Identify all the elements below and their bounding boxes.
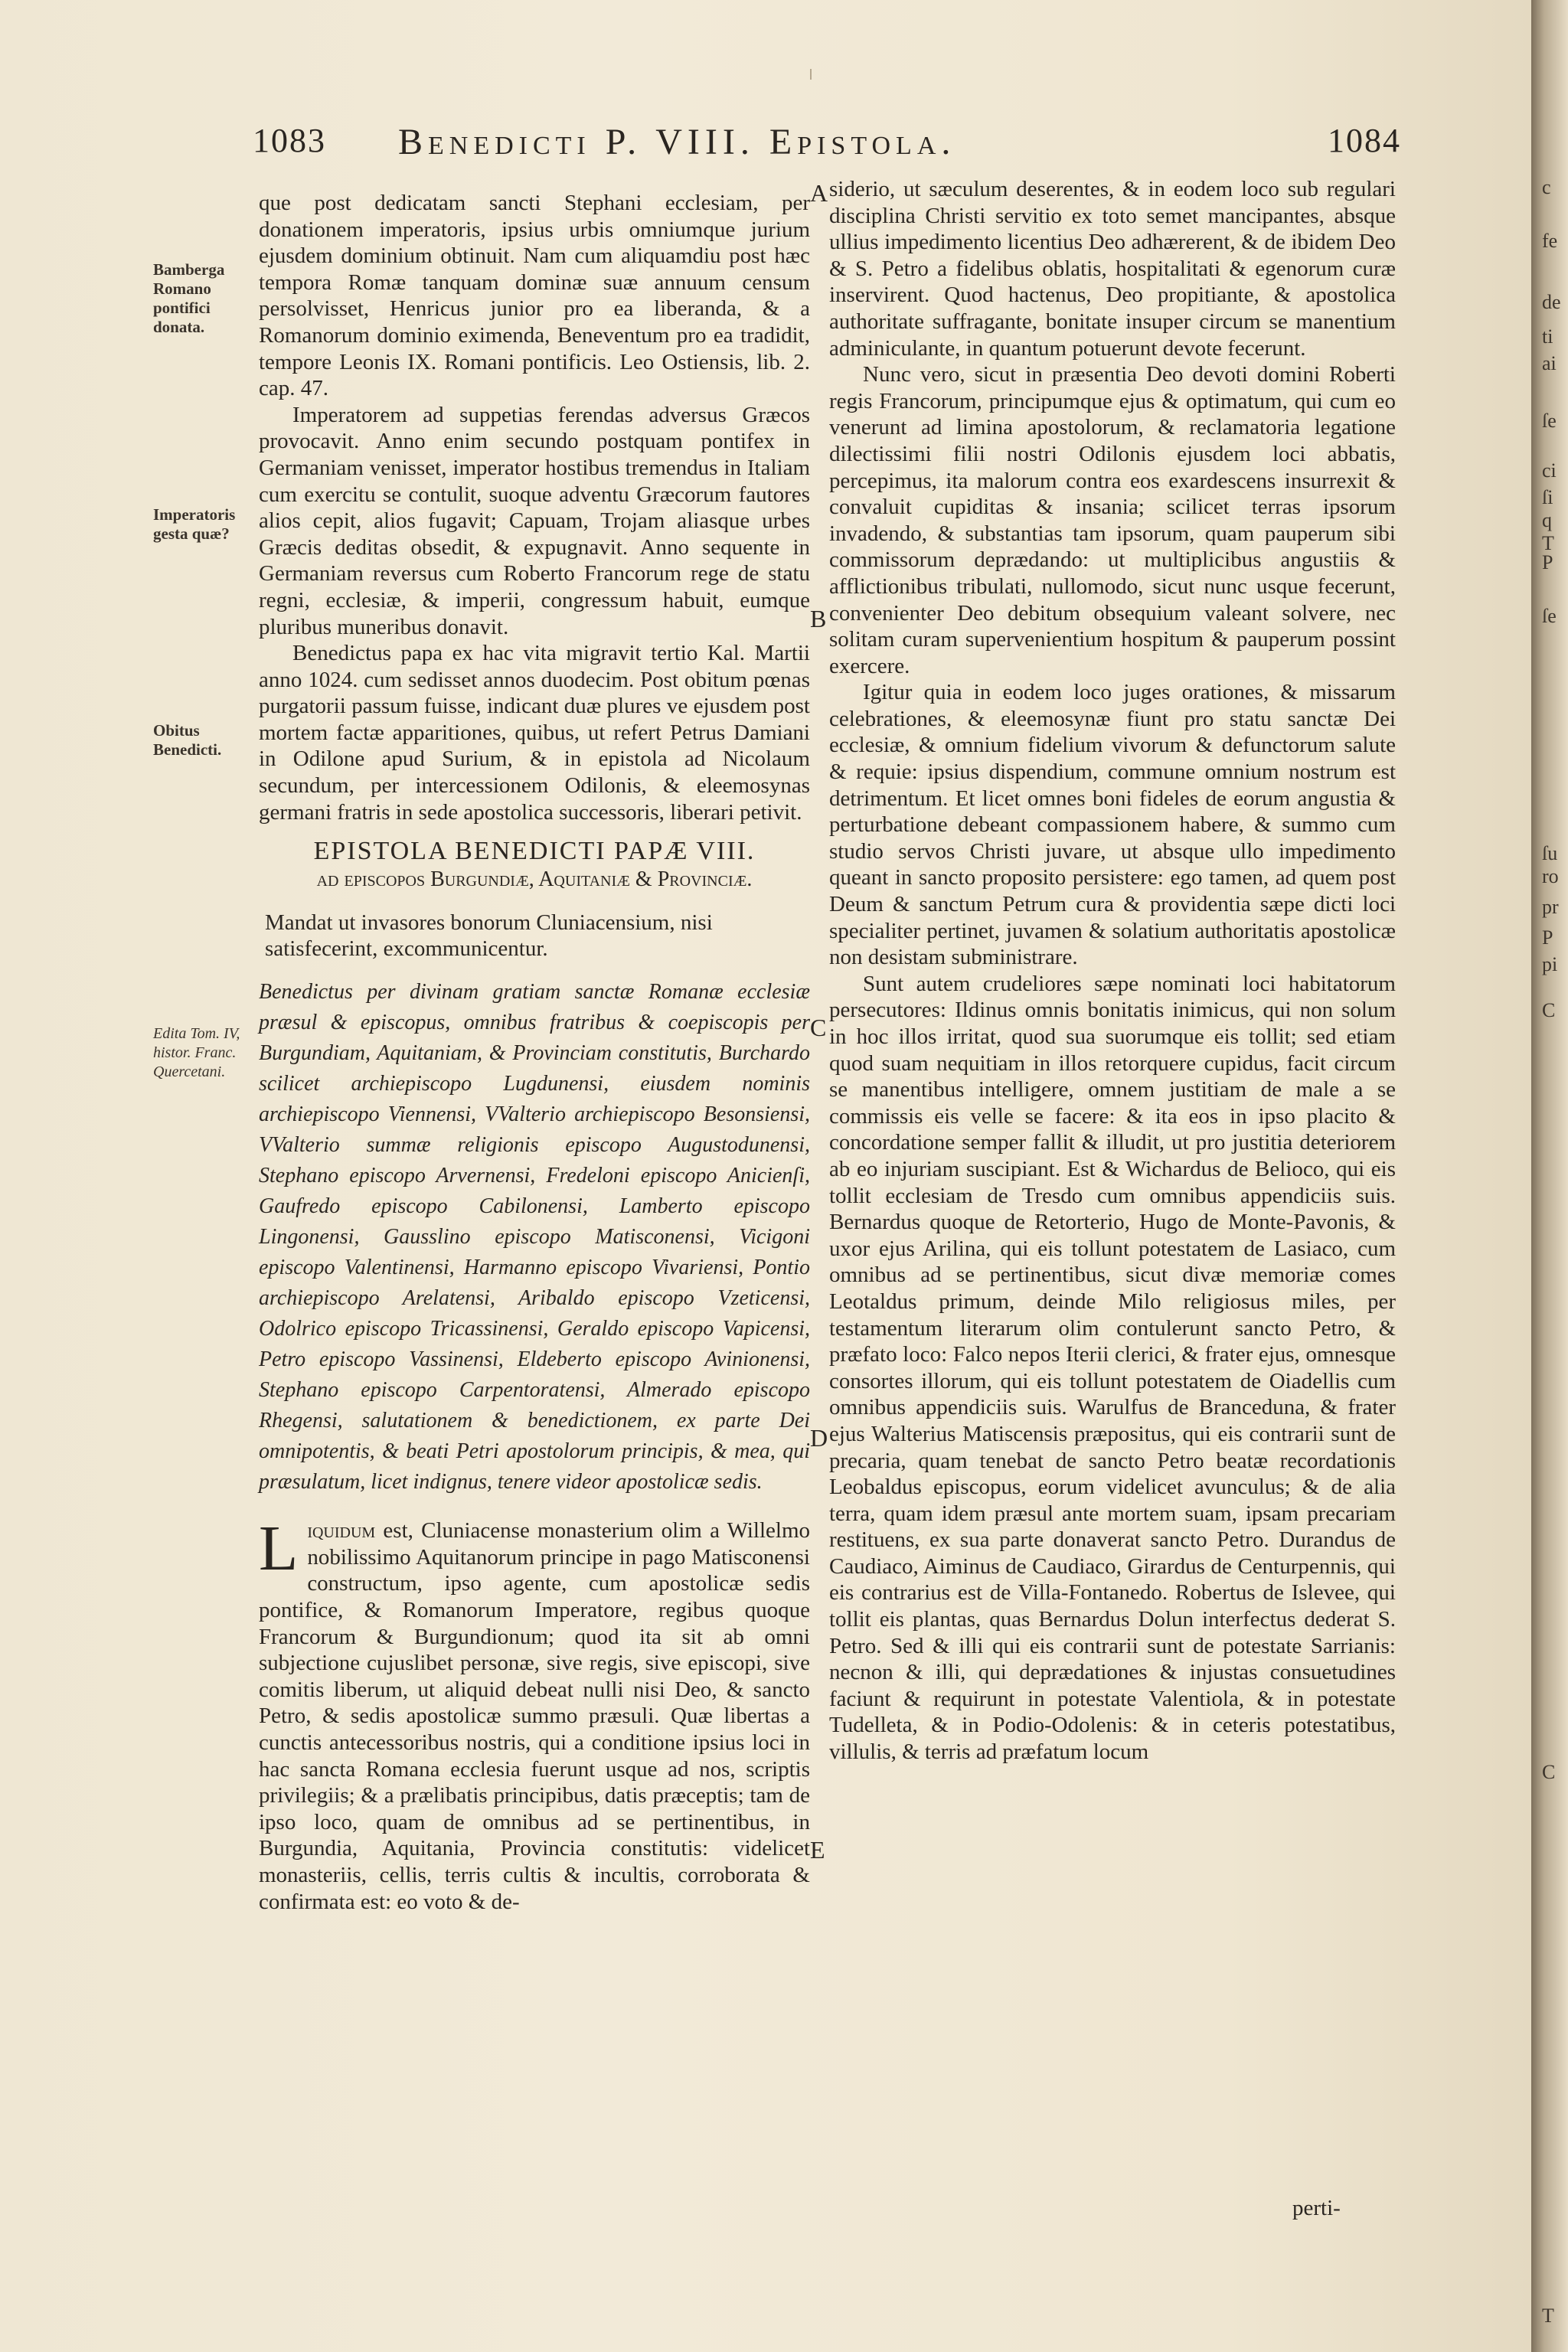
drop-cap-word: iquidum xyxy=(307,1518,376,1544)
section-letter-a: A xyxy=(810,179,828,207)
right-paragraph-4: Sunt autem crudeliores sæpe nominati loci habitatorum persecutores: Ildinus omnis bonitatis inimicus, qui non solum in hoc illos irritat, quod sua suorumque eis tollit; sed etiam quod suam nequitiam in illos retorquere cupidus, facit circum se manentibus intelligere, omnem justitiam de male a se commissis eis velle se facere: & ita eos in ipso placito & concordatione semper fallit & illudit, ut pro justitia deteriorem ab eo injuriam suscipiant. Est & Wichardus de Belioco, qui eis tollit ecclesiam de Tresdo cum omnibus appendiciis suis. Bernardus quoque de Retorterio, Hugo de Monte-Pavonis, & uxor ejus Arilina, qui eis tollunt potestatem de Lasiaco, cum omnibus ad se pertinentibus, sicut divæ memoriæ comes Leotaldus primum, deinde Milo religiosus miles, per testamentum literarum olim contulerunt sancto Petro, & præfato loco: Falco nepos Iterii clerici, & frater ejus, omnesque consortes illorum, qui eis tollunt potestatem de Oiadellis cum omnibus appendiciis suis. Warulfus de Branceduna, & frater ejus Walterius Matiscensis præpositus, qui eis contrarii sunt de precaria, quam tenebat de sancto Petro beatæ recordationis Leobaldus episcopus, eorum videlicet avunculus; & de alia terra, quam idem præsul ante mortem suam, ipsam precariam restituens, ex sua parte donaverat sancto Petro. Durandus de Caudiaco, Aiminus de Caudiaco, Girardus de Centurpennis, qui eis contrarius est de Villa-Fontanedo. Robertus de Islevee, qui tollit eis plantas, quas Bernardus Dolun interfectus dederat S. Petro. Sed & illi qui eis contrarii sunt de potestate Sarrianis: necnon & illi, qui deprædationes & injustas consuetudines faciunt & requirunt in potestate Valentiola, & in potestate Tudelleta, & in Podio-Odolenis: & in ceteris potestatibus, villulis, & terris ad præfatum locum xyxy=(829,971,1396,1765)
edge-fragment: ſe xyxy=(1542,605,1557,627)
edge-fragment: de xyxy=(1542,291,1561,313)
margin-note-edita: Edita Tom. IV, histor. Franc. Quercetani. xyxy=(153,1025,240,1080)
edge-fragment: pi xyxy=(1542,953,1558,975)
left-paragraph-2: Imperatorem ad suppetias ferendas adversus Græcos provocavit. Anno enim secundo postquam pontifex in Germaniam venisset, imperator hostibus tremendus in Italiam cum exercitu se contulit, suoque adventu Græcorum fautores alios cepit, alios fugavit; Capuam, Trojam aliasque urbes Græcis deditas obsedit, & expugnavit. Anno sequente in Germaniam reversus cum Roberto Francorum rege de statu regni, ecclesiæ, & imperii, congressum habuit, eumque pluribus muneribus donavit. xyxy=(259,402,810,639)
epistola-body xyxy=(259,1513,810,1915)
edge-fragment: T xyxy=(1542,2305,1554,2327)
left-paragraph-1: que post dedicatam sancti Stephani ecclesiam, per donationem imperatoris, ipsius urbis omniumque jurium ejusdem dominium obtinuit. Nam cum aliquamdiu post hæc tempora Romæ tanquam dominæ suæ annuum censum persolvisset, Henricus junior pro ea liberanda, & a Romanorum dominio eximenda, Beneventum pro ea tradidit, tempore Leonis IX. Romani pontificis. Leo Ostiensis, lib. 2. cap. 47. xyxy=(259,191,810,401)
running-title: Benedicti P. VIII. Epistola. xyxy=(398,122,956,162)
left-column xyxy=(259,190,810,1915)
right-column xyxy=(829,176,1396,1766)
edge-fragment: q xyxy=(1542,509,1552,531)
right-paragraph-3: Igitur quia in eodem loco juges orationes, & missarum celebrationes, & eleemosynæ fiunt pro statu sanctæ Dei ecclesiæ, & omnium fidelium vivorum & defunctorum salute & requie: ipsius dispendium, commune omnium nostrum est detrimentum. Et licet omnes boni fideles de eorum angustia & perturbatione debeant compassionem habere, & summo cum studio servos Christi juvare, ut absque ullo impedimento queant in sancto proposito persistere: ego tamen, ad quem post Deum & sanctum Petrum cura & providentia sæpe dicti loci specialiter pertinet, juvamen & solatium authoritatis apostolicæ non desistam subministrare. xyxy=(829,680,1396,970)
edge-fragment: C xyxy=(1542,999,1556,1021)
edge-fragment: ro xyxy=(1542,865,1559,887)
right-paragraph-1: siderio, ut sæculum deserentes, & in eodem loco sub regulari disciplina Christi servitio ex toto semet mancipantes, absque ullius impedimento licentius Deo adhærerent, & de ibidem Deo & S. Petro a fidelibus oblatis, hospitalitati & egenorum curæ inservirent. Quod hactenus, Deo propitiante, & apostolica authoritate suffragante, bonitate insuper circum se manentium adminiculante, in quantum potuerunt devote fecerunt. xyxy=(829,177,1396,361)
catchword: perti- xyxy=(1292,2196,1341,2220)
section-letter-b: B xyxy=(810,605,827,632)
page-mark xyxy=(810,69,812,80)
edge-fragment: ſe xyxy=(1542,410,1557,432)
margin-note-obitus: Obitus Benedicti. xyxy=(153,721,222,759)
running-header xyxy=(253,121,1401,175)
section-letter-e: E xyxy=(810,1836,825,1864)
epistola-title: EPISTOLA BENEDICTI PAPÆ VIII. xyxy=(313,837,756,866)
edge-fragment: ſu xyxy=(1542,842,1558,864)
left-paragraph-3: Benedictus papa ex hac vita migravit tertio Kal. Martii anno 1024. cum sedisset annos duodecim. Post obitum pœnas purgatorii passum fuisse, indicant duæ plures ve ejusdem post mortem factæ apparitiones, quibus, ut refert Petrus Damiani in Odilone apud Surium, & in epistola ad Nicolaum secundum, per intercessionem Odilonis, & eleemosynas germani fratris in sede apostolica successoris, liberari petivit. xyxy=(259,641,810,825)
edge-fragment: c xyxy=(1542,176,1551,198)
adjacent-page-edge xyxy=(1531,0,1568,2352)
edge-fragment: ai xyxy=(1542,352,1557,374)
epistola-greeting: Benedictus per divinam gratiam sanctæ Romanæ ecclesiæ præsul & episcopus, omnibus fratribus & coepiscopis per Burgundiam, Aquitaniam, & Provinciam constitutis, Burchardo scilicet archiepiscopo Lugdunensi, eiusdem nominis archiepiscopo Viennensi, VValterio archiepiscopo Besonsiensi, VValterio summæ religionis episcopo Augustodunensi, Stephano episcopo Arvernensi, Fredeloni episcopo Anicienſi, Gaufredo episcopo Cabilonensi, Lamberto episcopo Lingonensi, Gausslino episcopo Matisconensi, Vicigoni episcopo Valentinensi, Harmanno episcopo Vivariensi, Pontio archiepiscopo Arelatensi, Aribaldo episcopo Vzeticensi, Odolrico episcopo Tricassinensi, Geraldo episcopo Vapicensi, Petro episcopo Vassinensi, Eldeberto episcopo Avinionensi, Stephano episcopo Carpentoratensi, Almerado episcopo Rhegensi, salutationem & benedictionem, ex parte Dei omnipotentis, & beati Petri apostolorum principis, & mea, qui præsulatum, licet indignus, tenere videor apostolicæ sedis. xyxy=(259,980,810,1494)
right-paragraph-2: Nunc vero, sicut in præsentia Deo devoti domini Roberti regis Francorum, principumque ejus & optimatum, qui cum eo venerunt ad limina apostolorum, & reclamatoria legatione dilectissimi filii nostri Odilonis ejusdem loci abbatis, percepimus, ita malorum contra eos exardescens insurrexit & convaluit cupiditas & insania; scilicet terras ipsorum invadendo, & substantias tam ipsorum, quam pauperum sibi commissorum deprædando: ut multiplicibus angustiis & afflictionibus tribulati, nullomodo, sicut nunc usque fecerunt, convenienter Deo debitum obsequium valeant solvere, nec solitam curam supervenientium hospitum & pauperum possint exercere. xyxy=(829,362,1396,678)
edge-fragment: ti xyxy=(1542,325,1553,348)
margin-note-bamberga: Bamberga Romano pontifici donata. xyxy=(153,260,225,336)
edge-fragment: ci xyxy=(1542,459,1557,482)
right-page-number: 1084 xyxy=(1328,122,1401,159)
epistola-addressees: ad episcopos Burgundiæ, Aquitaniæ & Provinciæ. xyxy=(316,867,753,892)
epistola-summary: Mandat ut invasores bonorum Cluniacensium, nisi satisfecerint, excommunicentur. xyxy=(265,910,713,962)
edge-fragment: P xyxy=(1542,551,1553,573)
edge-fragment: T xyxy=(1542,532,1554,554)
section-letter-c: C xyxy=(810,1014,827,1041)
epistola-body-text: est, Cluniacense monasterium olim a Willelmo nobilissimo Aquitanorum principe in pago Matisconensi constructum, ipso agente, cum apostolicæ sedis pontifice, & Romanorum Imperatore, regibus quoque Francorum & Burgundionum; quod ita sit ab omni subjectione cujuslibet personæ, sive regis, sive episcopi, sive comitis liberum, ut aliquid debeat nulli nisi Deo, & sancto Petro, & sedis apostolicæ summo præsuli. Quæ libertas a cunctis antecessoribus nostris, qui a conditione ipsius loci in hac sancta Romana ecclesia fuerunt usque ad nos, scriptis privilegiis; & a prælibatis principibus, datis præceptis; tam de ipso loco, quam de omnibus ad se pertinentibus, in Burgundia, Aquitania, Provincia constitutis: videlicet monasteriis, cellis, terris cultis & incultis, corroborata & confirmata est: eo voto & de- xyxy=(259,1518,810,1914)
edge-fragment: P xyxy=(1542,926,1553,949)
margin-note-imperatoris: Imperatoris gesta quæ? xyxy=(153,505,236,543)
section-letter-d: D xyxy=(810,1424,828,1452)
edge-fragment: fe xyxy=(1542,230,1558,252)
drop-cap: L xyxy=(259,1513,299,1585)
edge-fragment: C xyxy=(1542,1761,1556,1783)
edge-fragment: ſi xyxy=(1542,486,1553,508)
left-page-number: 1083 xyxy=(253,122,326,159)
edge-fragment: pr xyxy=(1542,896,1559,918)
